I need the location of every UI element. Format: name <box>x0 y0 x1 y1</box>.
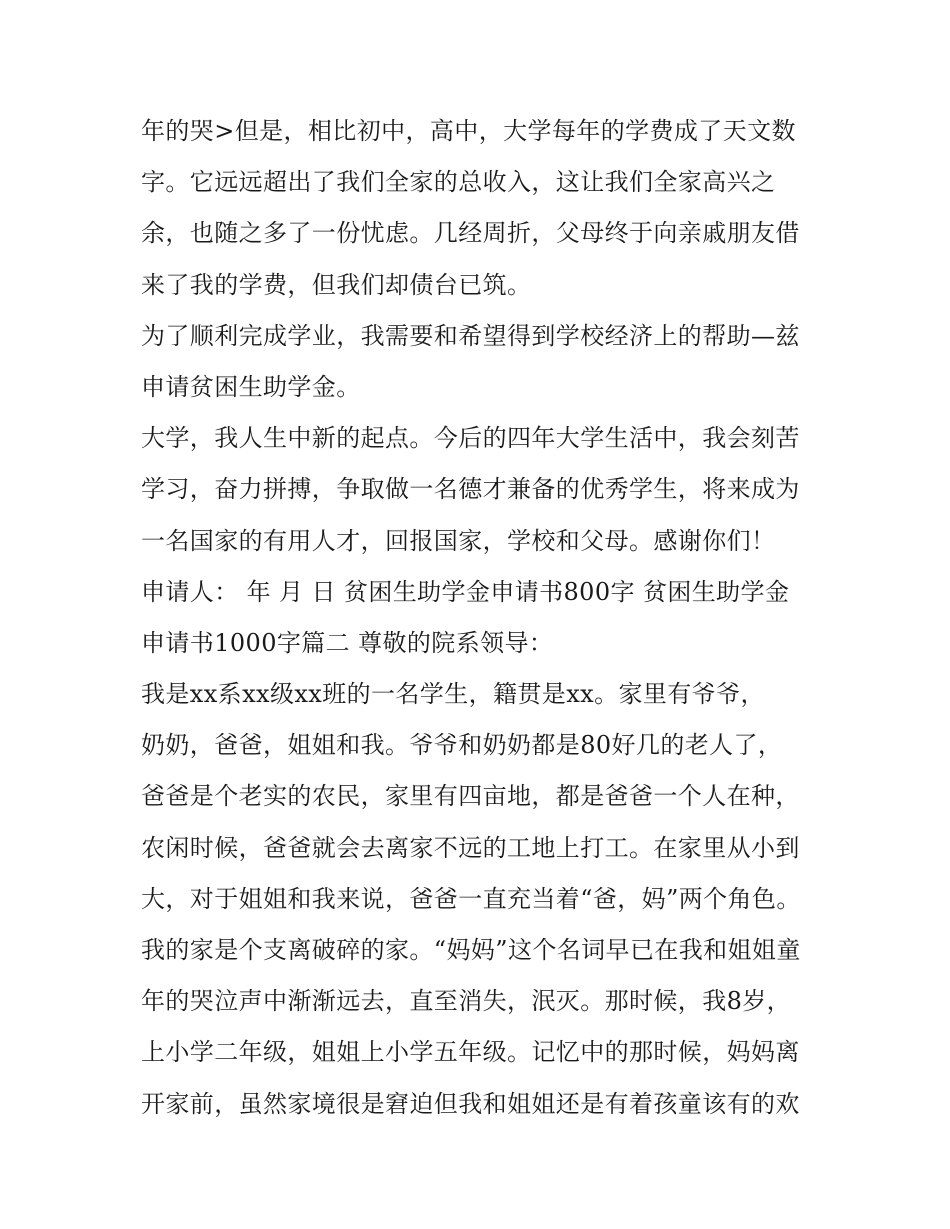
text-line-17: 我的家是个支离破碎的家。“妈妈”这个名词早已在我和姐姐童 <box>141 936 801 964</box>
text-line-13: 奶奶，爸爸，姐姐和我。爷爷和奶奶都是80好几的老人了， <box>141 731 783 760</box>
text-line-6: 申请贫困生助学金。 <box>141 372 361 401</box>
text-line-19: 上小学二年级，姐姐上小学五年级。记忆中的那时候，妈妈离 <box>141 1038 800 1067</box>
text-line-4: 来了我的学费，但我们却债台已筑。 <box>141 270 532 299</box>
text-line-14: 爸爸是个老实的农民，家里有四亩地，都是爸爸一个人在种， <box>141 782 800 811</box>
text-line-5: 为了顺利完成学业，我需要和希望得到学校经济上的帮助—兹 <box>141 321 800 350</box>
text-line-1: 年的哭>但是，相比初中，高中，大学每年的学费成了天文数 <box>141 117 796 145</box>
text-line-3: 余，也随之多了一份忧虑。几经周折，父母终于向亲戚朋友借 <box>141 219 800 248</box>
text-line-7: 大学，我人生中新的起点。今后的四年大学生活中，我会刻苦 <box>141 424 800 453</box>
document-body <box>141 106 821 1130</box>
text-line-12: 我是xx系xx级xx班的一名学生，籍贯是xx。家里有爷爷， <box>141 680 765 709</box>
text-line-9: 一名国家的有用人才，回报国家，学校和父母。感谢你们！ <box>141 526 776 555</box>
text-line-15: 农闲时候，爸爸就会去离家不远的工地上打工。在家里从小到 <box>141 833 800 862</box>
text-line-8: 学习，奋力拼搏，争取做一名德才兼备的优秀学生，将来成为 <box>141 475 800 504</box>
text-line-16: 大，对于姐姐和我来说，爸爸一直充当着“爸，妈”两个角色。 <box>141 884 801 913</box>
text-line-20: 开家前，虽然家境很是窘迫但我和姐姐还是有着孩童该有的欢 <box>141 1089 800 1118</box>
text-line-18: 年的哭泣声中渐渐远去，直至消失，泯灭。那时候，我8岁， <box>141 987 792 1016</box>
text-line-2: 字。它远远超出了我们全家的总收入，这让我们全家高兴之 <box>141 168 776 197</box>
text-line-11: 申请书1000字篇二 尊敬的院系领导： <box>141 628 554 657</box>
text-line-10: 申请人： 年 月 日 贫困生助学金申请书800字 贫困生助学金 <box>141 577 790 606</box>
